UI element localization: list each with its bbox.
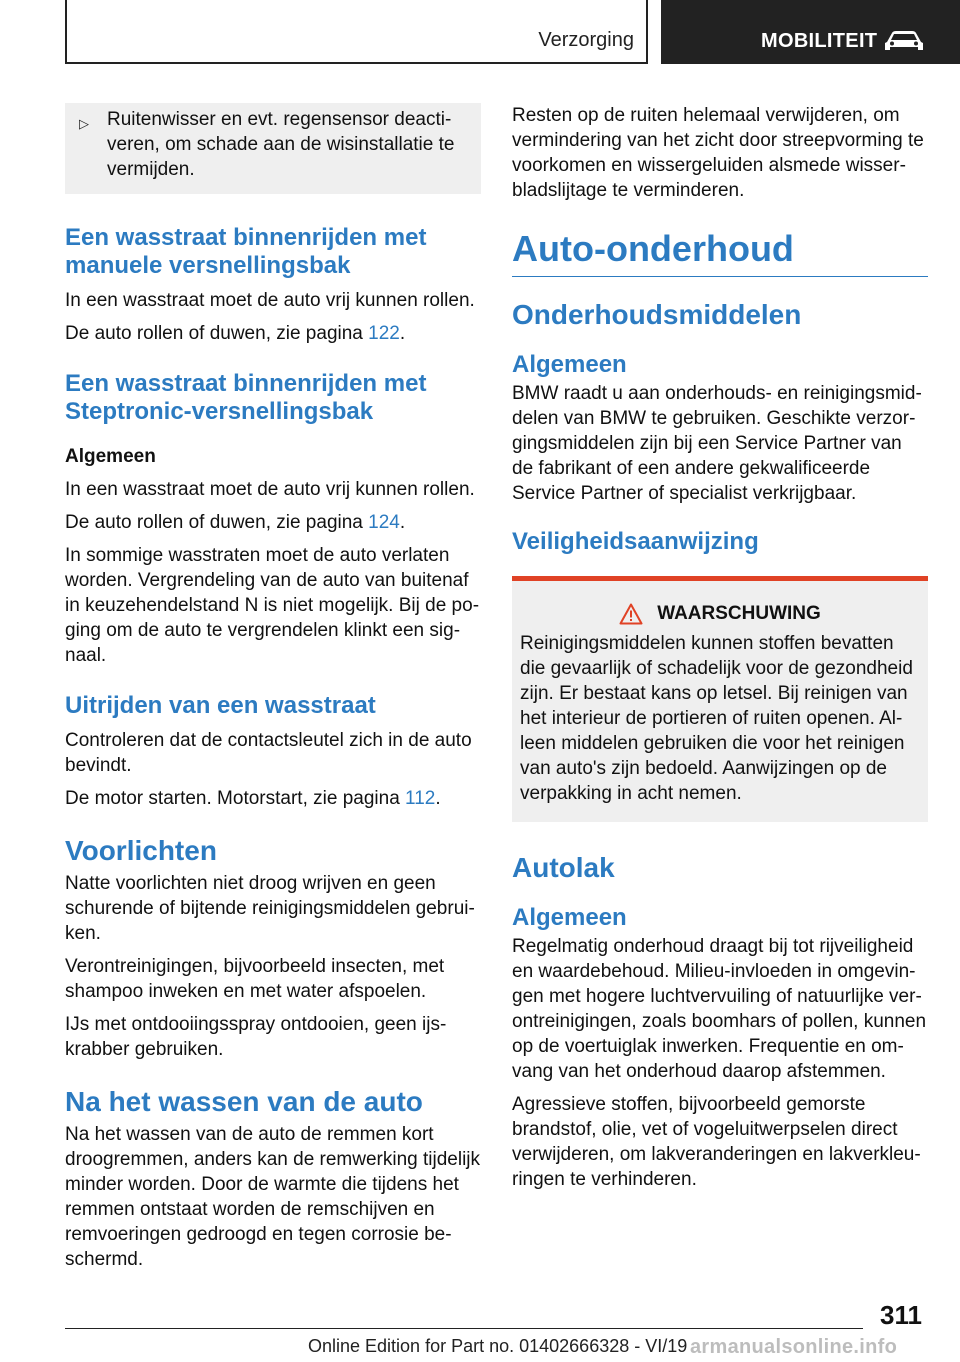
warning-header — [520, 603, 920, 625]
warning-text: Reinigingsmiddelen kunnen stoffen bevatten die gevaarlijk of schadelijk voor de gezondheid zijn. Er bestaat kans op letsel. Bij reinigen van het interieur de portieren of ruiten openen. Alleen middelen gebruiken die voor het reinigen van auto's zijn bedoeld. Aanwijzingen op de verpakking in acht nemen. — [520, 633, 913, 804]
chapter-title: MOBILITEIT — [761, 30, 878, 52]
paragraph: In een wasstraat moet de auto vrij kunnen rollen. — [65, 479, 475, 500]
paragraph: Natte voorlichten niet droog wrijven en geen schurende of bijtende reinigingsmiddelen gebruiken. — [65, 873, 475, 944]
page-title: Auto-onderhoud — [512, 228, 794, 269]
heading-safety: Veiligheidsaanwijzing — [512, 528, 759, 555]
note-box — [65, 103, 481, 194]
paragraph: Controleren dat de contactsleutel zich in de auto bevindt. — [65, 730, 472, 776]
subheading-general: Algemeen — [65, 446, 156, 467]
edition-text: Online Edition for Part no. 01402666328 - VI/19 — [308, 1336, 688, 1356]
page-link[interactable]: 124 — [368, 512, 400, 533]
paragraph: De auto rollen of duwen, zie pagina 122. — [65, 323, 406, 344]
warning-box — [512, 576, 928, 822]
heading-general: Algemeen — [512, 351, 627, 378]
paragraph: Verontreinigingen, bijvoorbeeld insecten, met shampoo inweken en met water afspoelen. — [65, 956, 445, 1002]
right-column — [512, 103, 928, 1200]
heading-wash-manual: Een wasstraat binnenrijden met manuele versnellingsbak — [65, 224, 427, 279]
heading-headlights: Voorlichten — [65, 835, 217, 866]
triangle-right-icon: ▷ — [79, 116, 89, 131]
paragraph: De motor starten. Motorstart, zie pagina 112. — [65, 788, 441, 809]
footer-divider — [65, 1328, 863, 1329]
paragraph: Na het wassen van de auto de remmen kort droogremmen, anders kan de remwerking tijdelijk minder worden. Door de warmte die tijdens het remmen ontstaat worden de remschijven en remvoeringen gedroogd en tegen corrosie beschermd. — [65, 1124, 481, 1270]
paragraph: IJs met ontdooiingsspray ontdooien, geen ijskrabber gebruiken. — [65, 1014, 447, 1060]
paragraph: Regelmatig onderhoud draagt bij tot rijveiligheid en waardebehoud. Milieu-invloeden in omgevingen met hogere luchtvervuiling of natuurlijke verontreinigingen, zoals boomhars of pollen, kunnen op de voertuiglak inwerken. Frequentie en omvang van het onderhoud daarop afstemmen. — [512, 936, 927, 1082]
page-link[interactable]: 122 — [368, 323, 400, 344]
heading-general: Algemeen — [512, 904, 627, 931]
page-link[interactable]: 112 — [405, 788, 436, 809]
chapter-title-block — [512, 229, 928, 277]
heading-wash-steptronic: Een wasstraat binnenrijden met Steptronic-versnellingsbak — [65, 370, 427, 425]
warning-label: WAARSCHUWING — [657, 603, 821, 624]
heading-paint: Autolak — [512, 852, 615, 883]
car-icon — [882, 28, 926, 54]
header-section-box — [65, 0, 648, 64]
paragraph: BMW raadt u aan onderhouds- en reinigingsmiddelen van BMW te gebruiken. Geschikte verzorgingsmiddelen zijn bij een Service Partner van de fabrikant of een andere gekwalificeerde Service Partner of specialist verkrijgbaar. — [512, 383, 922, 504]
watermark-logo: armanualsonline.info — [690, 1336, 898, 1358]
heading-exit-wash: Uitrijden van een wasstraat — [65, 692, 376, 719]
warning-triangle-icon — [619, 603, 643, 625]
paragraph: Resten op de ruiten helemaal verwijderen, om vermindering van het zicht door streepvorming te voorkomen en wissergeluiden alsmede wisserbladslijtage te verminderen. — [512, 105, 924, 201]
paragraph: De auto rollen of duwen, zie pagina 124. — [65, 512, 406, 533]
heading-after-wash: Na het wassen van de auto — [65, 1086, 423, 1117]
section-title: Verzorging — [538, 29, 634, 51]
page-number: 311 — [880, 1300, 922, 1330]
paragraph: In een wasstraat moet de auto vrij kunnen rollen. — [65, 290, 475, 311]
note-text: Ruitenwisser en evt. regensensor deactiveren, om schade aan de wisinstallatie te vermijden. — [107, 109, 455, 180]
left-column — [65, 103, 481, 1280]
paragraph: In sommige wasstraten moet de auto verlaten worden. Vergrendeling van de auto van buitenaf in keuzehendelstand N is niet mogelijk. Bij de poging om de auto te vergrendelen klinkt een signaal. — [65, 545, 480, 666]
heading-care-products: Onderhoudsmiddelen — [512, 299, 802, 330]
paragraph: Agressieve stoffen, bijvoorbeeld gemorste brandstof, olie, vet of vogeluitwerpselen direct verwijderen, om lakveranderingen en lakverkleuringen te verhinderen. — [512, 1094, 921, 1190]
